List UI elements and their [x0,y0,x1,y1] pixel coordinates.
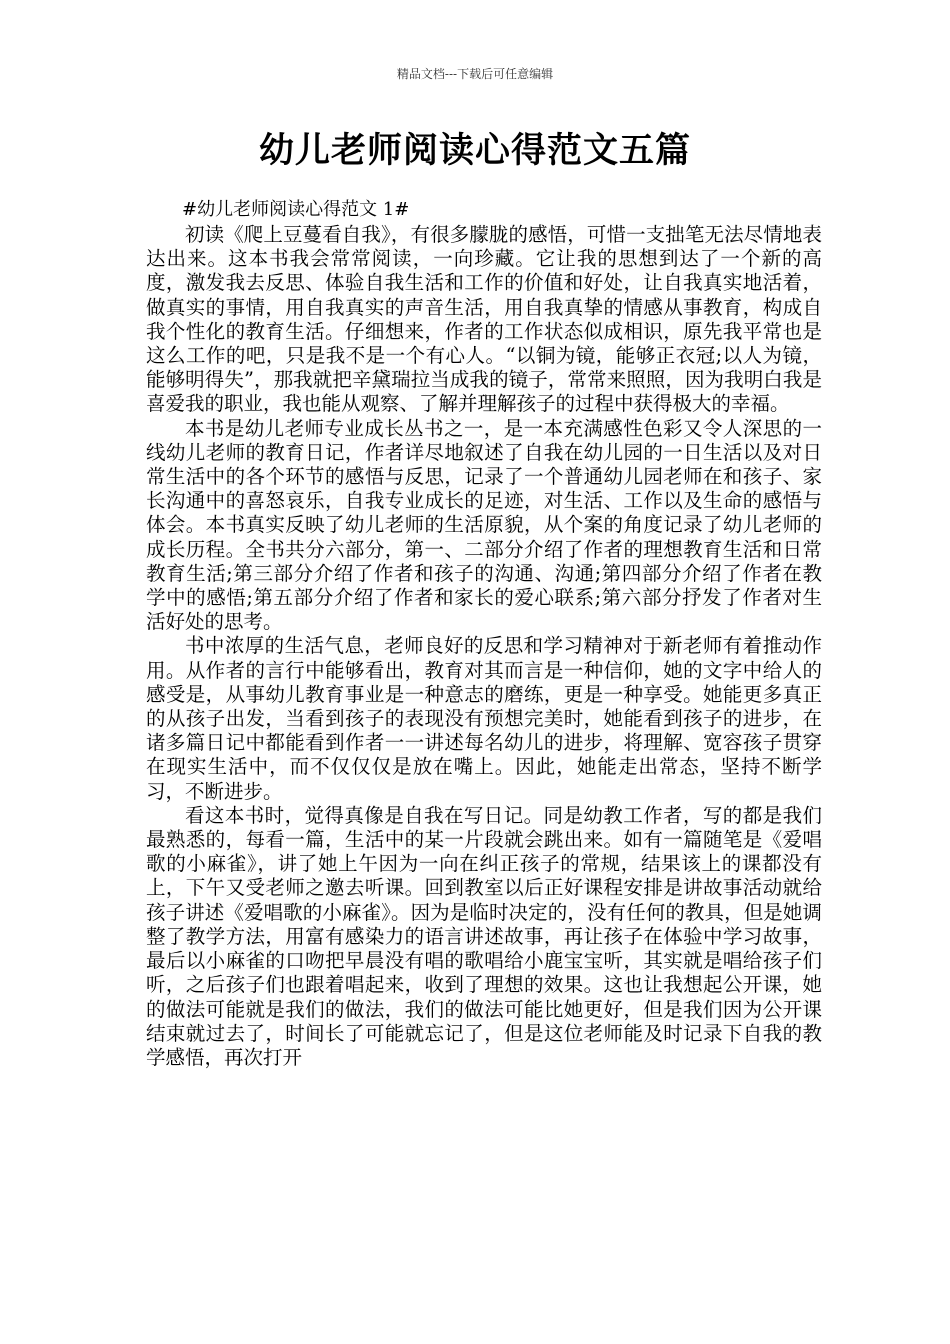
paragraph: 初读《爬上豆蔓看自我》，有很多朦胧的感悟，可惜一支拙笔无法尽情地表达出来。这本书我会常常阅读，一向珍藏。它让我的思想到达了一个新的高度，激发我去反思、体验自我生活和工作的价值和好处，让自我真实地活着，做真实的事情，用自我真实的声音生活，用自我真挚的情感从事教育，构成自我个性化的教育生活。仔细想来，作者的工作状态似成相识，原先我平常也是这么工作的吧，只是我不是一个有心人。“以铜为镜，能够正衣冠;以人为镜，能够明得失”，那我就把辛黛瑞拉当成我的镜子，常常来照照，因为我明白我是喜爱我的职业，我也能从观察、了解并理解孩子的过程中获得极大的幸福。 [146,223,822,416]
paragraph: 看这本书时，觉得真像是自我在写日记。同是幼教工作者，写的都是我们最熟悉的，每看一篇，生活中的某一片段就会跳出来。如有一篇随笔是《爱唱歌的小麻雀》，讲了她上午因为一向在纠正孩子的常规，结果该上的课都没有上，下午又受老师之邀去听课。回到教室以后正好课程安排是讲故事活动就给孩子讲述《爱唱歌的小麻雀》。因为是临时决定的，没有任何的教具，但是她调整了教学方法，用富有感染力的语言讲述故事，再让孩子在体验中学习故事，最后以小麻雀的口吻把早晨没有唱的歌唱给小鹿宝宝听，其实就是唱给孩子们听，之后孩子们也跟着唱起来，收到了理想的效果。这也让我想起公开课，她的做法可能就是我们的做法，我们的做法可能比她更好，但是我们因为公开课结束就过去了，时间长了可能就忘记了，但是这位老师能及时记录下自我的教学感悟，再次打开 [146,803,822,1069]
section-heading: #幼儿老师阅读心得范文 1# [182,199,410,220]
paragraph: 书中浓厚的生活气息，老师良好的反思和学习精神对于新老师有着推动作用。从作者的言行中能够看出，教育对其而言是一种信仰，她的文字中给人的感受是，从事幼儿教育事业是一种意志的磨练，更是一种享受。她能更多真正的从孩子出发，当看到孩子的表现没有预想完美时，她能看到孩子的进步，在诸多篇日记中都能看到作者一一讲述每名幼儿的进步，将理解、宽容孩子贯穿在现实生活中，而不仅仅仅是放在嘴上。因此，她能走出常态，坚持不断学习，不断进步。 [146,634,822,803]
header-note: 精品文档---下载后可任意编辑 [396,67,554,81]
paragraph: 本书是幼儿老师专业成长丛书之一，是一本充满感性色彩又令人深思的一线幼儿老师的教育日记，作者详尽地叙述了自我在幼儿园的一日生活以及对日常生活中的各个环节的感悟与反思，记录了一个普通幼儿园老师在和孩子、家长沟通中的喜怒哀乐，自我专业成长的足迹，对生活、工作以及生命的感悟与体会。本书真实反映了幼儿老师的生活原貌，从个案的角度记录了幼儿老师的成长历程。全书共分六部分，第一、二部分介绍了作者的理想教育生活和日常教育生活;第三部分介绍了作者和孩子的沟通、沟通;第四部分介绍了作者在教学中的感悟;第五部分介绍了作者和家长的爱心联系;第六部分抒发了作者对生活好处的思考。 [146,416,822,634]
document-body [146,198,822,1070]
document-title: 幼儿老师阅读心得范文五篇 [258,131,691,171]
